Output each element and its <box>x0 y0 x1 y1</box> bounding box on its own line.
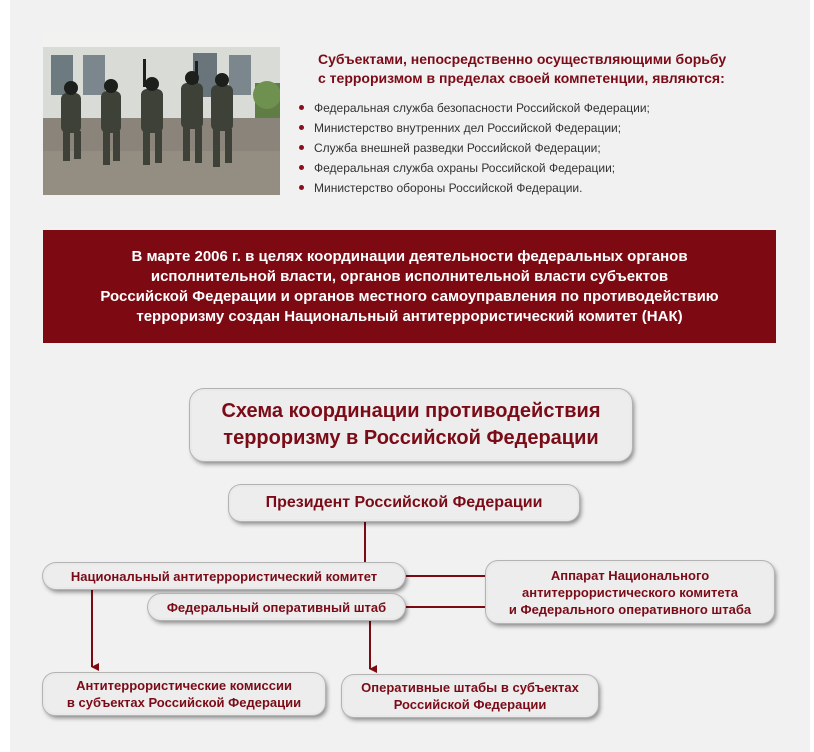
scheme-title <box>190 389 632 461</box>
bullet-icon <box>299 145 304 150</box>
apparat-node <box>486 561 774 623</box>
list-item <box>298 98 650 118</box>
scheme-title-line-1: Схема координации противодействия <box>221 400 601 422</box>
list-item-text: Служба внешней разведки Российской Федерации; <box>314 141 601 155</box>
scheme-title-line-2: терроризму в Российской Федерации <box>223 427 599 449</box>
hq-line-2: Российской Федерации <box>393 697 547 712</box>
list-item-text: Федеральная служба охраны Российской Федерации; <box>314 161 616 175</box>
list-item <box>298 158 650 178</box>
list-item-text: Федеральная служба безопасности Российской Федерации; <box>314 101 650 115</box>
commissions-line-1: Антитеррористические комиссии <box>76 678 292 693</box>
bullet-icon <box>299 105 304 110</box>
list-item-text: Министерство обороны Российской Федерации. <box>314 181 583 195</box>
president-label: Президент Российской Федерации <box>265 494 543 511</box>
hq-line-1: Оперативные штабы в субъектах <box>361 680 579 695</box>
fos-node <box>148 594 405 620</box>
list-item <box>298 118 650 138</box>
nak-node <box>43 563 405 589</box>
bullet-icon <box>299 165 304 170</box>
banner-line-4: терроризму создан Национальный антитеррористический комитет (НАК) <box>136 307 683 325</box>
fos-label: Федеральный оперативный штаб <box>166 599 387 615</box>
nak-creation-banner <box>43 230 776 343</box>
subjects-heading-line-1: Субъектами, непосредственно осуществляющими борьбу <box>318 51 727 67</box>
list-item <box>298 138 650 158</box>
commissions-line-2: в субъектах Российской Федерации <box>66 695 302 710</box>
subjects-heading <box>318 50 768 88</box>
nak-label: Национальный антитеррористический комитет <box>70 568 378 584</box>
president-node <box>229 485 579 521</box>
list-item-text: Министерство внутренних дел Российской Федерации; <box>314 121 622 135</box>
bullet-icon <box>299 125 304 130</box>
operational-hq-node <box>342 675 598 717</box>
banner-line-3: Российской Федерации и органов местного самоуправления по противодействию <box>100 287 719 305</box>
special-forces-photo <box>43 33 280 195</box>
banner-line-2: исполнительной власти, органов исполнительной власти субъектов <box>150 267 669 285</box>
bullet-icon <box>299 185 304 190</box>
subjects-heading-line-2: с терроризмом в пределах своей компетенции, являются: <box>318 70 725 86</box>
apparat-line-2: антитеррористического комитета <box>521 584 739 600</box>
apparat-line-1: Аппарат Национального <box>550 567 710 583</box>
subjects-list <box>298 98 650 198</box>
list-item <box>298 178 650 198</box>
apparat-line-3: и Федерального оперативного штаба <box>508 601 752 617</box>
commissions-node <box>43 673 325 715</box>
banner-line-1: В марте 2006 г. в целях координации деятельности федеральных органов <box>131 247 688 265</box>
